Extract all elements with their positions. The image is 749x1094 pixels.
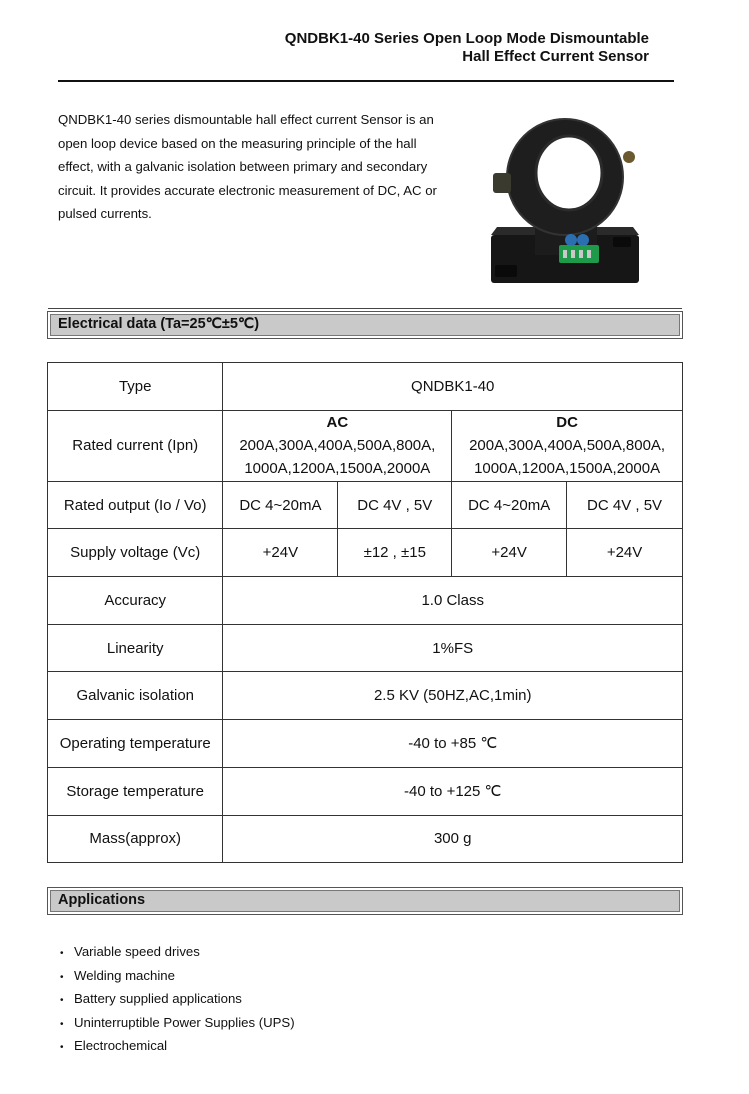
dc-values-line-1: 200A,300A,400A,500A,800A,	[469, 437, 666, 455]
table-row	[48, 624, 683, 672]
mass-value: 300 g	[223, 815, 683, 863]
linearity-label: Linearity	[48, 624, 223, 672]
rated-current-dc-cell	[452, 410, 683, 481]
operating-temperature-label: Operating temperature	[48, 720, 223, 768]
supply-voltage-value: +24V	[452, 529, 567, 577]
application-text: Variable speed drives	[74, 944, 200, 959]
document-title-line-2: Hall Effect Current Sensor	[462, 48, 649, 65]
electrical-data-table	[47, 362, 683, 863]
ac-values-line-1: 200A,300A,400A,500A,800A,	[239, 437, 436, 455]
linearity-value: 1%FS	[223, 624, 683, 672]
bullet-icon: •	[60, 948, 64, 959]
application-text: Battery supplied applications	[74, 991, 242, 1007]
document-title	[285, 30, 649, 66]
rated-output-value: DC 4V , 5V	[567, 481, 683, 529]
supply-voltage-value: ±12 , ±15	[338, 529, 452, 577]
hall-sensor-product-photo	[483, 115, 643, 300]
list-item	[60, 940, 295, 964]
application-text: Uninterruptible Power Supplies (UPS)	[74, 1014, 295, 1030]
table-row	[48, 529, 683, 577]
applications-section-header	[47, 887, 683, 915]
intro-line: effect, with a galvanic isolation between primary and secondary	[58, 159, 428, 175]
rated-current-ac-cell	[223, 410, 452, 481]
intro-line: QNDBK1-40 series dismountable hall effect current Sensor is an	[58, 112, 434, 127]
list-item	[60, 964, 295, 988]
intro-line: open loop device based on the measuring principle of the hall	[58, 135, 417, 151]
ac-label: AC	[326, 414, 349, 432]
table-row	[48, 672, 683, 720]
storage-temperature-value: -40 to +125 ℃	[223, 767, 683, 815]
rated-output-value: DC 4V , 5V	[338, 481, 452, 529]
dc-label: DC	[556, 414, 578, 432]
rated-output-value: DC 4~20mA	[223, 481, 338, 529]
table-row	[48, 815, 683, 863]
intro-line: circuit. It provides accurate electronic measurement of DC, AC or	[58, 182, 437, 198]
galvanic-isolation-value: 2.5 KV (50HZ,AC,1min)	[223, 672, 683, 720]
bullet-icon: •	[60, 971, 64, 983]
operating-temperature-value: -40 to +85 ℃	[223, 720, 683, 768]
table-row	[48, 720, 683, 768]
section-divider	[48, 308, 682, 309]
electrical-data-section-header	[47, 311, 683, 339]
applications-section-title: Applications	[58, 892, 146, 908]
table-row	[48, 410, 683, 481]
table-row	[48, 363, 683, 411]
header-divider	[58, 80, 674, 82]
table-row	[48, 481, 683, 529]
supply-voltage-value: +24V	[223, 529, 338, 577]
ac-values-line-2: 1000A,1200A,1500A,2000A	[244, 460, 431, 478]
mass-label: Mass(approx)	[48, 815, 223, 863]
list-item	[60, 987, 295, 1011]
accuracy-label: Accuracy	[48, 577, 223, 625]
table-row	[48, 767, 683, 815]
dc-values-line-2: 1000A,1200A,1500A,2000A	[474, 460, 661, 478]
storage-temperature-label: Storage temperature	[48, 767, 223, 815]
applications-list	[60, 940, 295, 1058]
accuracy-value: 1.0 Class	[223, 577, 683, 625]
supply-voltage-label: Supply voltage (Vc)	[48, 529, 223, 577]
application-text: Electrochemical	[74, 1038, 168, 1054]
type-value: QNDBK1-40	[223, 363, 683, 411]
rated-output-value: DC 4~20mA	[452, 481, 567, 529]
intro-paragraph	[58, 108, 458, 226]
rated-output-label: Rated output (Io / Vo)	[48, 481, 223, 529]
bullet-icon: •	[60, 1042, 64, 1054]
document-title-line-1: QNDBK1-40 Series Open Loop Mode Dismountable	[284, 30, 649, 47]
bullet-icon: •	[60, 995, 64, 1007]
type-label: Type	[48, 363, 223, 411]
bullet-icon: •	[60, 1018, 64, 1030]
electrical-data-section-title: Electrical data (Ta=25℃±5℃)	[58, 316, 260, 332]
intro-line: pulsed currents.	[58, 206, 152, 222]
list-item	[60, 1034, 295, 1058]
supply-voltage-value: +24V	[567, 529, 683, 577]
rated-current-label: Rated current (Ipn)	[48, 410, 223, 481]
galvanic-isolation-label: Galvanic isolation	[48, 672, 223, 720]
application-text: Welding machine	[74, 967, 175, 983]
list-item	[60, 1011, 295, 1035]
table-row	[48, 577, 683, 625]
